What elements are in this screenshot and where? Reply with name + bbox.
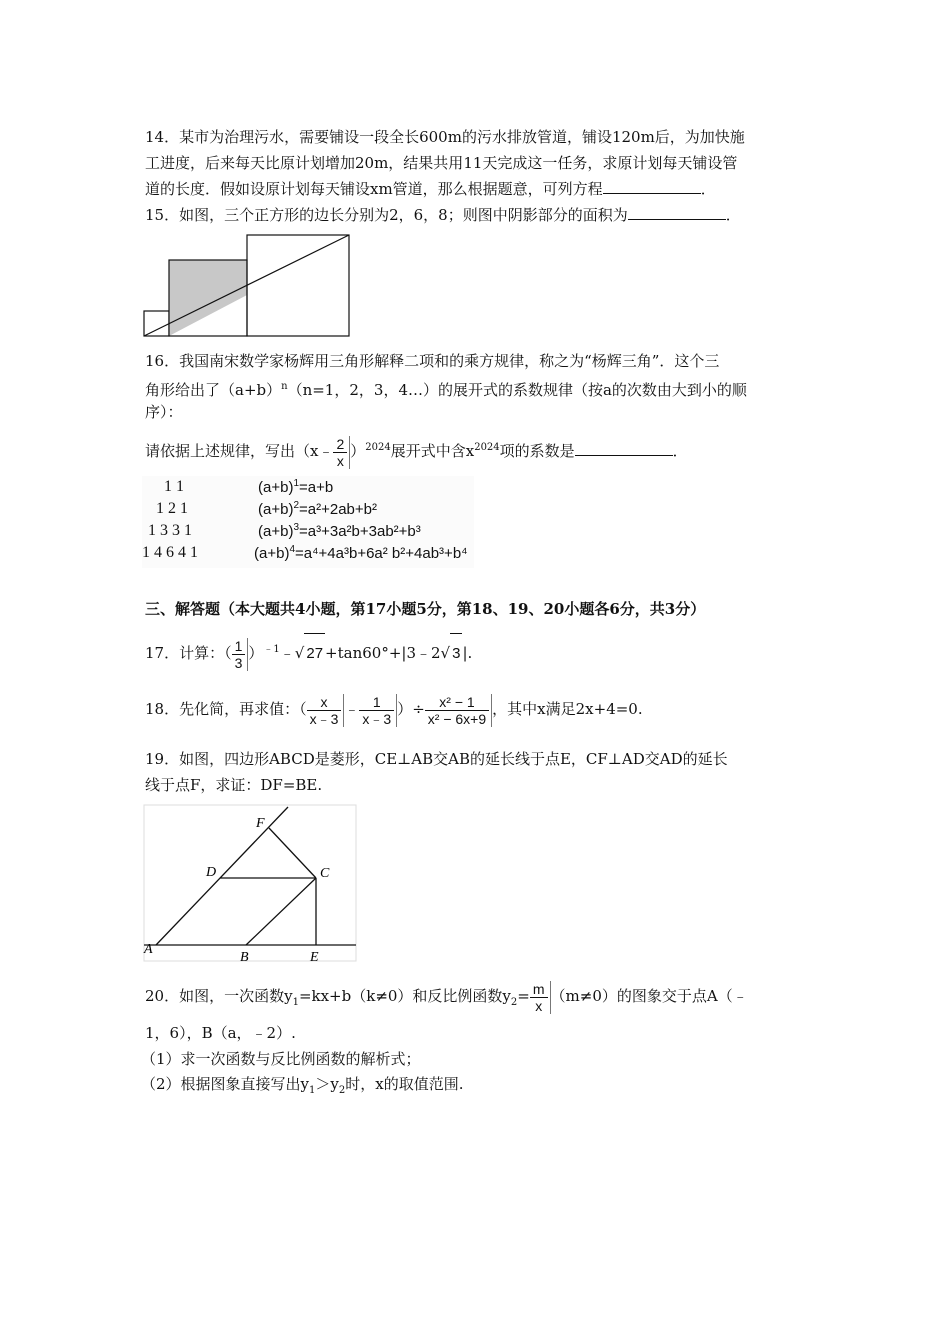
q14-line3	[145, 178, 716, 200]
q18-fraction-2	[359, 694, 397, 727]
q17-minus: ﹣	[279, 644, 295, 662]
small-square	[144, 311, 169, 336]
q16-line4d: 项的系数是	[499, 442, 575, 460]
q16-line1: 16．我国南宋数学家杨辉用三角形解释二项和的乘方规律，称之为“杨辉三角”．这个三	[145, 352, 720, 370]
q14-answer-blank[interactable]	[603, 178, 701, 194]
q20-part1: （1）求一次函数与反比例函数的解析式；	[141, 1050, 421, 1068]
q18-f2-den: x﹣3	[362, 710, 392, 727]
q16-line2b: （n=1，2，3，4…）的展开式的系数规律（按a的次数由大到小的顺	[287, 381, 747, 399]
q17-sqrt1: 27	[304, 633, 325, 674]
q20-part2	[141, 1073, 464, 1102]
q17-mid: +tan60°+|3﹣2	[325, 644, 441, 662]
q20-line2: 1，6），B（a，﹣2）.	[145, 1024, 296, 1042]
expansion-4	[254, 544, 468, 562]
q16-line3: 序）：	[145, 403, 183, 421]
expansion-2-lhs: (a+b)	[258, 501, 294, 518]
q20-frac-den: x	[535, 997, 543, 1014]
figure-frame	[144, 805, 356, 961]
q17-line	[145, 630, 472, 674]
expansion-4-lhs: (a+b)	[254, 545, 290, 562]
expansion-3-lhs: (a+b)	[258, 523, 294, 540]
expansion-3-rhs: =a³+3a²b+3ab²+b³	[299, 523, 421, 540]
q15-text: 15．如图，三个正方形的边长分别为2，6，8；则图中阴影部分的面积为	[145, 206, 628, 224]
q20-part2-sub1: 1	[309, 1085, 316, 1096]
expansion-3	[258, 522, 421, 540]
q16-end: ．	[672, 442, 688, 460]
expansion-1-exp: 1	[293, 478, 299, 489]
pascal-row-3: 1 3 3 1	[148, 522, 192, 539]
q16-line2	[145, 376, 747, 401]
q20-line1	[145, 976, 748, 1023]
q15-squares-figure	[140, 232, 355, 340]
line-CF	[269, 828, 316, 878]
q16-line4a: 请依据上述规律，写出（x﹣	[145, 442, 334, 460]
q20-part2c: 时，x的取值范围.	[345, 1075, 464, 1093]
label-E: E	[310, 950, 319, 965]
q20-line1a: 20．如图，一次函数y	[145, 987, 293, 1005]
q15-line1	[145, 204, 741, 226]
q20-line1d: （m≠0）的图象交于点A（﹣	[550, 987, 748, 1005]
expansion-3-exp: 3	[293, 522, 299, 533]
q16-exp2: 2024	[474, 442, 500, 453]
q14-line2: 工进度，后来每天比原计划增加20m，结果共用11天完成这一任务，求原计划每天铺设管	[145, 154, 738, 172]
expansion-4-exp: 4	[289, 544, 295, 555]
q18-div: ）÷	[397, 700, 425, 718]
q17-frac-den: 3	[234, 654, 243, 671]
q18-f3-den: x² − 6x+9	[427, 710, 487, 727]
q18-end: ，其中x满足2x+4=0.	[492, 700, 643, 718]
q20-part2a: （2）根据图象直接写出y	[141, 1075, 310, 1093]
q18-minus: ﹣	[344, 700, 360, 718]
q20-part2-sub2: 2	[338, 1085, 346, 1096]
q20-frac-num: m	[530, 981, 548, 998]
q14-line3-text: 道的长度．假如设原计划每天铺设xm管道，那么根据题意，可列方程	[145, 180, 603, 198]
q18-prefix: 18．先化简，再求值：（	[145, 700, 307, 718]
q16-line4	[145, 428, 688, 471]
q14-line1: 14．某市为治理污水，需要铺设一段全长600m的污水排放管道，铺设120m后，为加快施	[145, 128, 745, 146]
q17-close: ）	[248, 644, 264, 662]
expansion-2-exp: 2	[293, 500, 299, 511]
expansion-1	[258, 478, 333, 496]
q18-f1-num: x	[307, 694, 342, 711]
q19-line2: 线于点F，求证：DF=BE.	[145, 776, 323, 794]
expansion-2-rhs: =a²+2ab+b²	[299, 501, 377, 518]
q16-answer-blank[interactable]	[575, 440, 673, 456]
label-D: D	[206, 865, 217, 880]
q20-line1b: =kx+b（k≠0）和反比例函数y	[298, 987, 511, 1005]
label-C: C	[320, 866, 330, 881]
q18-fraction-3	[425, 694, 492, 727]
q18-f3-num: x² − 1	[425, 694, 489, 711]
pascal-row-4: 1 4 6 4 1	[142, 544, 198, 561]
q15-answer-blank[interactable]	[628, 204, 726, 220]
expansion-1-lhs: (a+b)	[258, 479, 294, 496]
label-B: B	[240, 950, 249, 965]
q16-line4b: ）	[350, 442, 366, 460]
large-square	[247, 235, 349, 336]
pascal-row-1: 1 1	[164, 478, 184, 495]
q20-part2b: ＞y	[315, 1075, 339, 1093]
q16-fraction	[333, 436, 350, 469]
q20-line1c: =	[517, 987, 530, 1005]
pascal-triangle-figure	[142, 476, 474, 568]
q17-frac-num: 1	[232, 638, 246, 655]
q20-fraction	[530, 981, 551, 1014]
q16-line2-sup: n	[281, 381, 288, 392]
pascal-row-2: 1 2 1	[156, 500, 188, 517]
section3-title: 三、解答题（本大题共4小题，第17小题5分，第18、19、20小题各6分，共3分）	[145, 600, 706, 618]
label-F: F	[256, 816, 265, 831]
label-A: A	[144, 942, 153, 957]
q16-exp1: 2024	[365, 442, 391, 453]
expansion-2	[258, 500, 377, 518]
q17-exp: ﹣1	[263, 644, 280, 655]
expansion-4-rhs: =a⁴+4a³b+6a² b²+4ab³+b⁴	[295, 545, 468, 562]
q17-sqrt2: 3	[450, 633, 462, 674]
q17-fraction	[232, 638, 249, 671]
q20-sub2: 2	[510, 997, 518, 1008]
q18-f2-num: 1	[359, 694, 394, 711]
q14-end: ．	[700, 180, 716, 198]
q16-line4c: 展开式中含x	[390, 442, 475, 460]
q19-line1: 19．如图，四边形ABCD是菱形，CE⊥AB交AB的延长线于点E，CF⊥AD交AD的延长	[145, 750, 728, 768]
shaded-region	[169, 260, 247, 336]
q17-end: |.	[462, 644, 473, 662]
sqrt-icon: √	[294, 644, 305, 662]
q18-fraction-1	[307, 694, 345, 727]
q18-line	[145, 686, 643, 732]
q20-sub1: 1	[292, 997, 299, 1008]
q16-frac-den: x	[336, 452, 344, 469]
q17-prefix: 17．计算：（	[145, 644, 232, 662]
q19-rhombus-figure	[140, 803, 360, 965]
sqrt-icon: √	[440, 644, 451, 662]
q18-f1-den: x﹣3	[309, 710, 339, 727]
expansion-1-rhs: =a+b	[299, 479, 334, 496]
q15-end: ．	[725, 206, 741, 224]
q16-line2a: 角形给出了（a+b）	[145, 381, 282, 399]
q16-frac-num: 2	[333, 436, 347, 453]
side-BC	[246, 878, 316, 945]
